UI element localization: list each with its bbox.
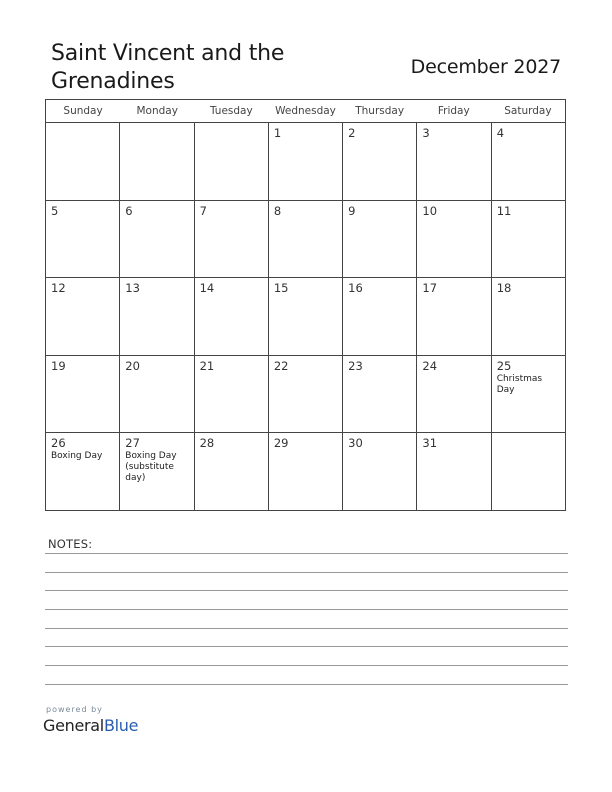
day-number: 19	[51, 358, 66, 373]
day-cell	[195, 278, 269, 355]
note-line	[45, 628, 568, 629]
day-number: 7	[199, 203, 207, 218]
day-cell	[417, 278, 491, 355]
weekday-sunday: Sunday	[63, 105, 103, 117]
day-number: 5	[51, 203, 59, 218]
day-cell	[417, 356, 491, 433]
day-cell	[417, 201, 491, 278]
weeks-container	[46, 123, 565, 511]
notes-label: NOTES:	[48, 537, 93, 551]
day-number: 10	[422, 203, 438, 218]
day-cell	[343, 201, 417, 278]
holiday-label: Christmas Day	[496, 373, 543, 395]
weekday-friday: Friday	[437, 105, 470, 117]
week-row	[46, 433, 565, 511]
day-cell	[492, 278, 565, 355]
day-number: 2	[348, 126, 356, 140]
day-number: 15	[273, 281, 289, 296]
day-number: 4	[496, 126, 505, 140]
week-row	[46, 123, 565, 201]
month-year-title: December 2027	[410, 56, 561, 78]
day-cell	[343, 356, 417, 433]
day-cell	[46, 278, 120, 355]
brand-general-text: General	[43, 716, 104, 735]
day-number: 3	[422, 126, 430, 140]
note-line	[45, 590, 568, 591]
day-number: 8	[273, 203, 282, 218]
day-cell	[195, 123, 269, 200]
day-cell	[46, 433, 120, 511]
weekday-tuesday: Tuesday	[209, 105, 253, 117]
day-number: 1	[273, 126, 282, 140]
country-title: Saint Vincent and the Grenadines	[51, 41, 285, 94]
day-number: 17	[422, 281, 438, 296]
day-number: 26	[51, 436, 66, 451]
day-number: 29	[273, 436, 289, 451]
day-cell	[120, 201, 194, 278]
brand-blue-text: Blue	[103, 716, 139, 735]
note-line	[45, 665, 568, 666]
day-cell	[269, 356, 343, 433]
day-number: 31	[422, 436, 438, 451]
holiday-label: Boxing Day (substitute day)	[125, 451, 177, 484]
note-line	[45, 572, 568, 573]
day-cell	[417, 433, 491, 511]
day-cell	[492, 201, 565, 278]
day-cell	[343, 433, 417, 511]
weekday-header-row	[46, 100, 565, 123]
day-number: 30	[348, 436, 363, 451]
day-number: 28	[199, 436, 215, 451]
day-cell	[343, 123, 417, 200]
day-cell	[120, 123, 194, 200]
day-number: 25	[496, 358, 512, 373]
day-number: 18	[496, 281, 512, 296]
day-number: 24	[422, 358, 438, 373]
day-cell	[269, 123, 343, 200]
day-cell	[269, 201, 343, 278]
generalblue-logo[interactable]	[43, 716, 138, 736]
day-cell	[269, 278, 343, 355]
day-cell	[120, 356, 194, 433]
day-cell	[195, 201, 269, 278]
day-number: 6	[125, 203, 133, 218]
day-cell	[46, 201, 120, 278]
day-number: 13	[125, 281, 140, 296]
day-number: 9	[348, 203, 356, 218]
calendar-grid	[45, 99, 566, 511]
day-number: 12	[51, 281, 66, 296]
note-line	[45, 553, 568, 554]
day-number: 23	[348, 358, 363, 373]
week-row	[46, 278, 565, 356]
day-cell	[195, 433, 269, 511]
week-row	[46, 201, 565, 279]
day-number: 14	[199, 281, 215, 296]
note-line	[45, 684, 568, 685]
weekday-monday: Monday	[136, 105, 178, 117]
day-cell	[120, 433, 194, 511]
day-cell	[46, 123, 120, 200]
day-cell	[269, 433, 343, 511]
day-cell	[417, 123, 491, 200]
day-cell	[343, 278, 417, 355]
day-cell	[492, 123, 565, 200]
day-number: 22	[273, 358, 289, 373]
day-cell	[46, 356, 120, 433]
week-row	[46, 356, 565, 434]
day-cell	[492, 356, 565, 433]
day-number: 11	[496, 203, 512, 218]
day-number: 21	[199, 358, 215, 373]
day-number: 16	[348, 281, 363, 296]
day-number: 27	[125, 436, 140, 451]
powered-by-text: powered by	[46, 705, 103, 714]
weekday-saturday: Saturday	[504, 105, 552, 117]
note-line	[45, 609, 568, 610]
note-line	[45, 646, 568, 647]
day-cell	[492, 433, 565, 511]
weekday-wednesday: Wednesday	[275, 105, 336, 117]
day-cell	[195, 356, 269, 433]
day-cell	[120, 278, 194, 355]
weekday-thursday: Thursday	[355, 105, 405, 117]
day-number: 20	[125, 358, 140, 373]
holiday-label: Boxing Day	[51, 451, 103, 462]
